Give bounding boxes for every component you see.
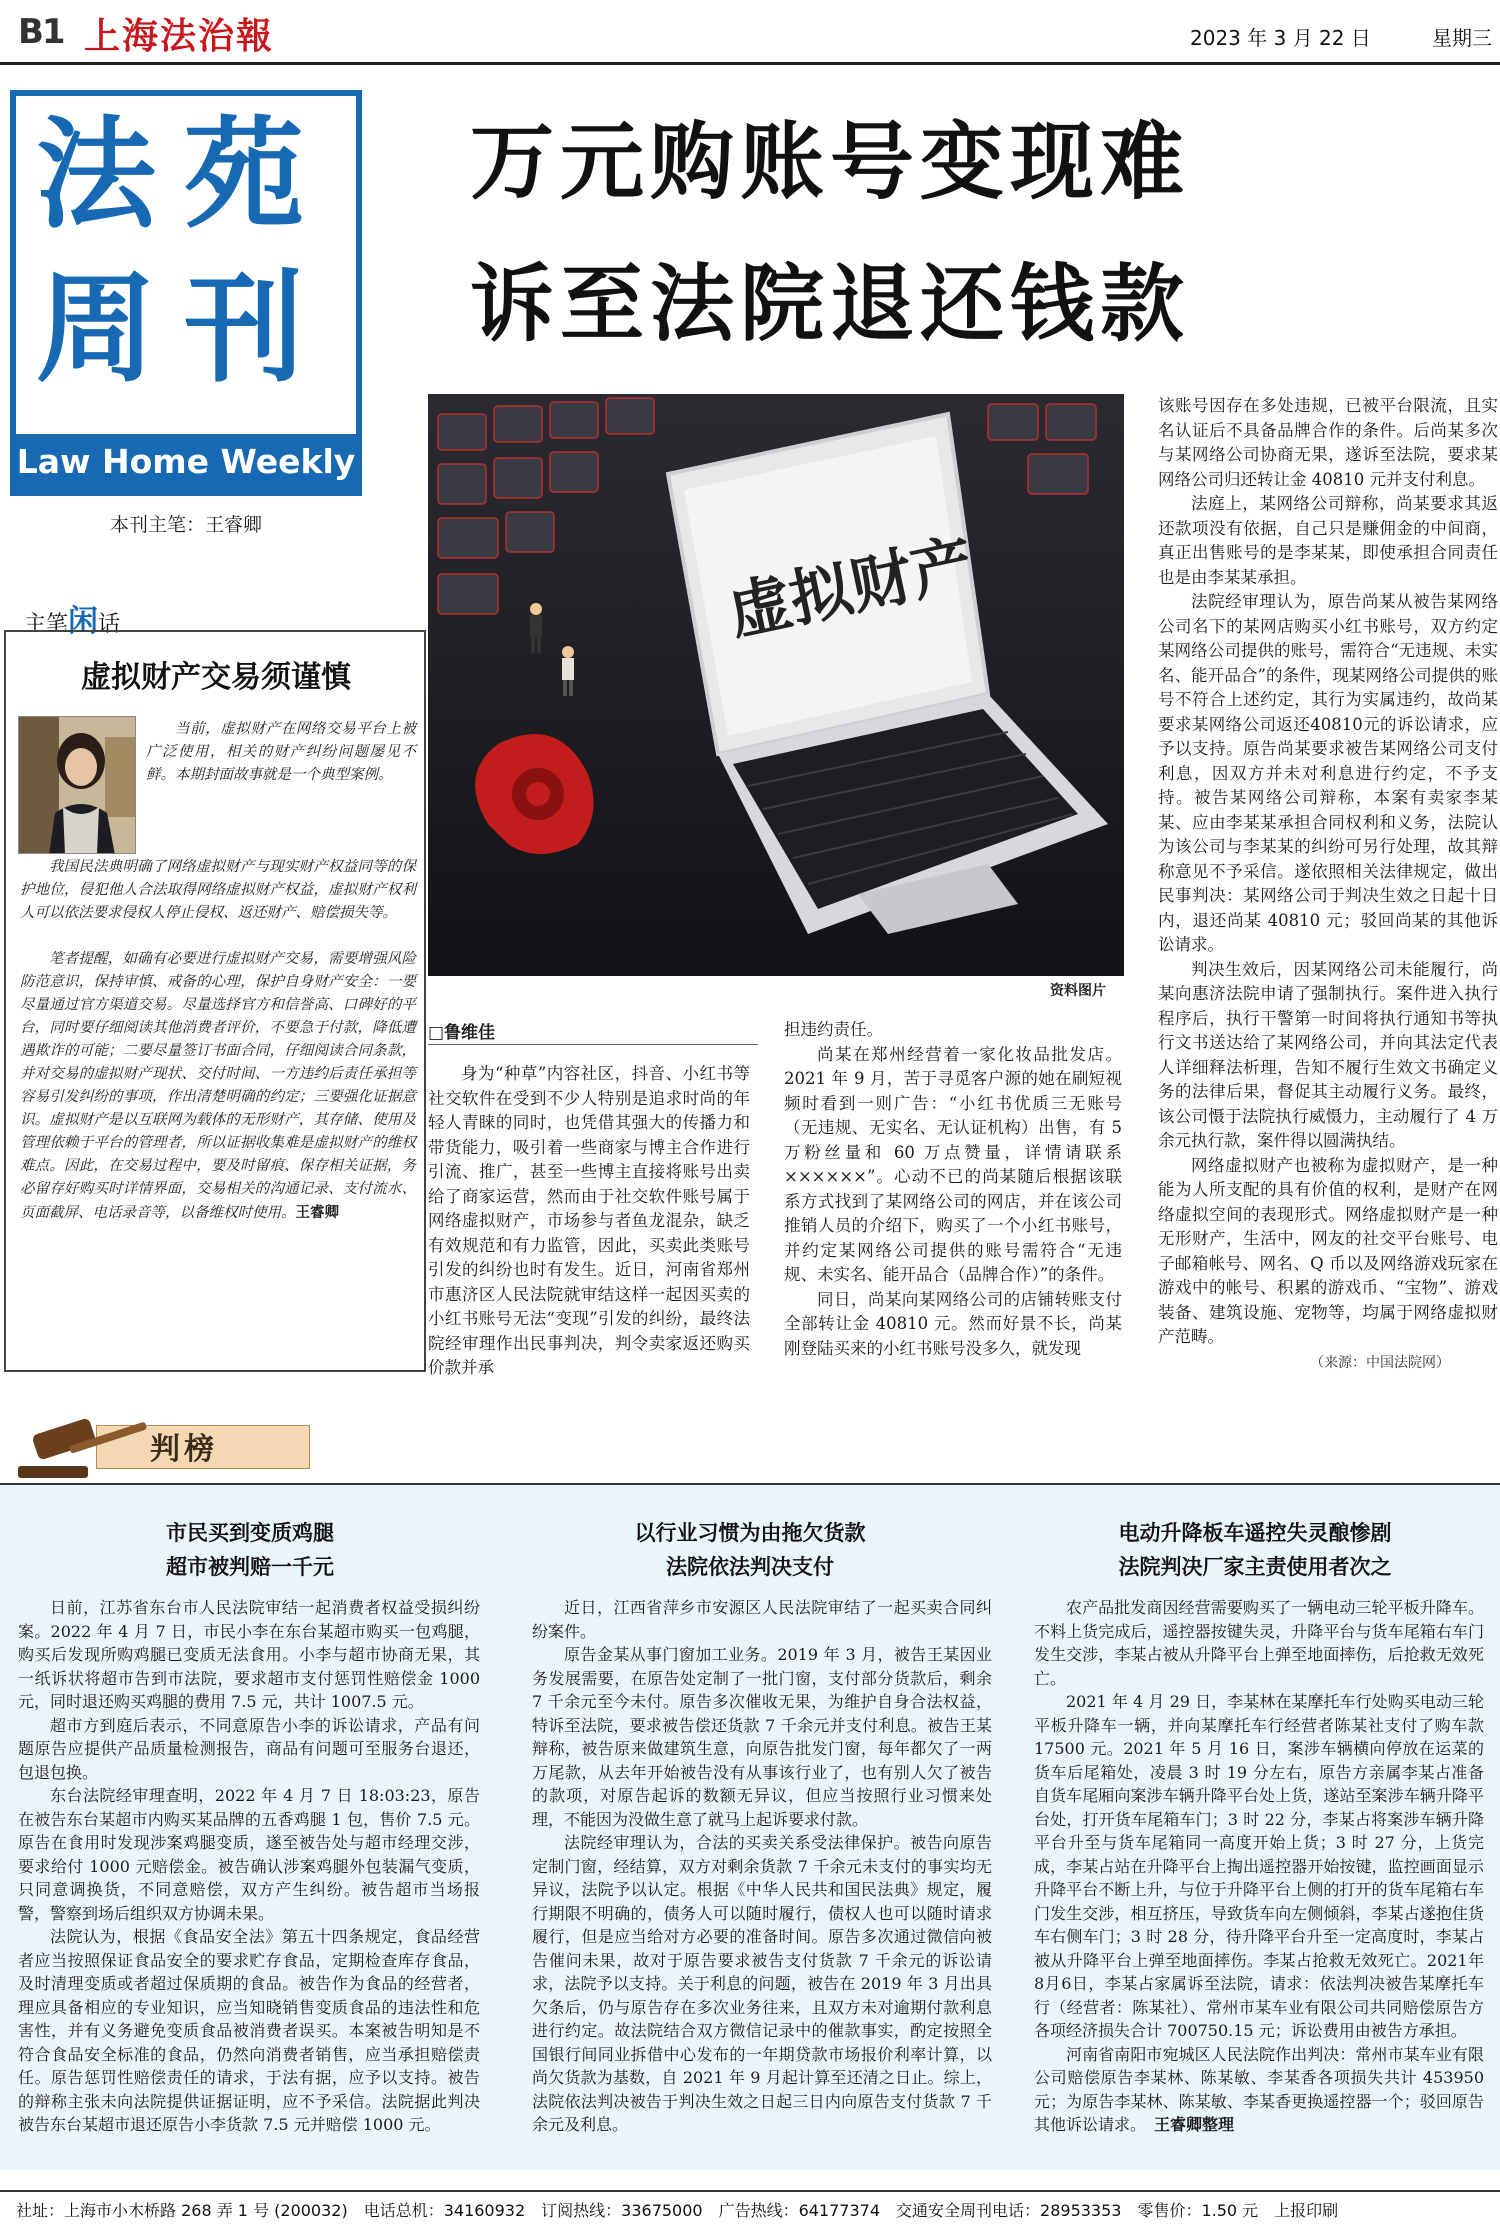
editorial-author: 王睿卿 (295, 1204, 339, 1221)
case-paragraph: 近日，江西省萍乡市安源区人民法院审结了一起买卖合同纠纷案件。 (532, 1598, 992, 1641)
case-paragraph: 东台法院经审理查明，2022 年 4 月 7 日 18:03:23，原告在被告东台某超市内购买某品牌的五香鸡腿 1 包，售价 7.5 元。原告在食用时发现涉案鸡腿变质，遂至被告处与超市经理交涉，要求给付 1000 元赔偿金。被告确认涉案鸡腿外包装漏气变质，只同意调换货，不同意赔偿，双方产生纠纷。被告超市当场报警，警察到场后组织双方协调未果。 (18, 1786, 480, 1923)
editorial-title: 虚拟财产交易须谨慎 (81, 660, 351, 695)
editorial-label-highlight: 闲 (68, 604, 99, 639)
issue-weekday: 星期三 (1432, 26, 1492, 50)
laptop-illustration (428, 394, 1124, 976)
article-paragraph: 法庭上，某网络公司辩称，尚某要求其返还款项没有依据，自己只是赚佣金的中间商，真正出售账号的是李某某，即使承担合同责任也是由李某某承担。 (1158, 494, 1498, 587)
laptop-screen-text: 虚拟财产 (722, 526, 981, 650)
case-paragraph-text: 河南省南阳市宛城区人民法院作出判决：常州市某车业有限公司赔偿原告李某林、陈某敏、李某香各项损失共计 453950 元；为原告李某林、陈某敏、李某香更换遥控器一个；驳回原告其他诉讼请求。 (1034, 2044, 1484, 2134)
article-paragraph: 法院经审理认为，原告尚某从被告某网络公司名下的某网店购买小红书账号，双方约定某网络公司提供的账号，需符合“无违规、未实名、能开品合”的条件，现某网络公司提供的账号不符合上述约定，其行为实属违约，故尚某要求某网络公司返还40810元的诉讼请求，应予以支持。原告尚某要求被告某网络公司支付利息，因双方并未对利息进行约定，不予支持。被告某网络公司辩称，本案有卖家李某某、应由李某某承担合同权利和义务，法院认为该公司与李某某的纠纷可另行处理，故其辩称意见不予采信。遂依照相关法律规定，做出民事判决：某网络公司于判决生效之日起十日内，退还尚某 40810 元；驳回尚某的其他诉讼请求。 (1158, 592, 1498, 954)
article-paragraph: 身为“种草”内容社区，抖音、小红书等社交软件在受到不少人特别是追求时尚的年轻人青睐的同时，也凭借其强大的传播力和带货能力，吸引着一些商家与博主合作进行引流、推广，甚至一些博主直接将账号出卖给了商家运营，然而由于社交软件账号属于网络虚拟财产，市场参与者鱼龙混杂，缺乏有效规范和有力监管，因此，买卖此类账号引发的纠纷也时有发生。近日，河南省郑州市惠济区人民法院就审结这样一起因买卖的小红书账号无法“变现”引发的纠纷，最终法院经审理作出民事判决，判令卖家返还购买价款并承 (428, 1064, 750, 1377)
article-source: （来源：中国法院网） (1310, 1355, 1450, 1371)
article-paragraph: 同日，尚某向某网络公司的店铺转账支付全部转让金 40810 元。然而好景不长，尚某刚登陆买来的小红书账号没多久，就发现 (784, 1289, 1122, 1358)
image-credit: 资料图片 (1050, 983, 1106, 999)
article-column-1 (428, 1062, 750, 1381)
paper-logo: 上海法治報 (84, 15, 275, 57)
case3-title-line2: 法院判决厂家主责使用者次之 (1118, 1555, 1392, 1579)
case-paragraph: 日前，江苏省东台市人民法院审结一起消费者权益受损纠纷案。2022 年 4 月 7 日，市民小李在东台某超市购买一包鸡腿，购买后发现所购鸡腿已变质无法食用。小李与超市协商无果，其一纸诉状将超市告到市法院，要求超市支付惩罚性赔偿金 1000 元，同时退还购买鸡腿的费用 7.5 元，共计 1007.5 元。 (18, 1598, 480, 1711)
author-photo (18, 716, 136, 854)
ruling-divider (0, 1483, 1500, 1485)
case-paragraph: 法院经审理认为，合法的买卖关系受法律保护。被告向原告定制门窗，经结算，双方对剩余货款 7 千余元未支付的事实均无异议，法院予以认定。根据《中华人民共和国民法典》规定，履行期限不明确的，债务人可以随时履行，债权人也可以随时请求履行，但是应当给对方必要的准备时间。原告多次通过微信向被告催问未果，故对于原告要求被告支付货款 7 千余元的诉讼请求，法院予以支持。关于利息的问题，被告在 2019 年 3 月出具欠条后，仍与原告存在多次业务往来，且双方未对逾期付款利息进行约定。故法院结合双方微信记录中的催款事实，酌定按照全国银行间同业拆借中心发布的一年期贷款市场报价利率计算，以尚欠货款为基数，自 2021 年 9 月起计算至还清之日止。综上，法院依法判决被告于判决生效之日起三日内向原告支付货款 7 千余元及利息。 (532, 1833, 992, 2134)
page-code: B1 (18, 12, 64, 52)
article-continued-text: 担违约责任。 (784, 1020, 883, 1039)
case3-title-line1: 电动升降板车遥控失灵酿惨剧 (1118, 1521, 1392, 1545)
editorial-paragraph-3-text: 笔者提醒，如确有必要进行虚拟财产交易，需要增强风险防范意识，保持审慎、戒备的心理，保护自身财产安全：一要尽量通过官方渠道交易。尽量选择官方和信誉高、口碑好的平台，同时要仔细阅读其他消费者评价，不要急于付款，降低遭遇欺诈的可能；二要尽量签订书面合同，仔细阅读合同条款，并对交易的虚拟财产现状、交付时间、一方违约后责任承担等容易引发纠纷的事项，作出清楚明确的约定；三要强化证据意识。虚拟财产是以互联网为载体的无形财产，其存储、使用及管理依赖于平台的管理者，所以证据收集难是虚拟财产的维权难点。因此，在交易过程中，要及时留痕、保存相关证据，务必留存好购买时详情界面，交易相关的沟通记录、支付流水、页面截屏、电话录音等，以备维权时使用。 (20, 951, 416, 1221)
case1-title-line2: 超市被判赔一千元 (166, 1555, 334, 1579)
article-column-3 (1158, 394, 1498, 1350)
case-paragraph: 超市方到庭后表示，不同意原告小李的诉讼请求，产品有问题原告应提供产品质量检测报告，商品有问题可至服务台退还，包退包换。 (18, 1715, 480, 1782)
article-paragraph: 判决生效后，因某网络公司未能履行，尚某向惠济法院申请了强制执行。案件进入执行程序后，执行干警第一时间将执行通知书等执行文书送达给了某网络公司，并向其法定代表人详细释法析理，告知不履行生效文书确定义务的法律后果，督促其主动履行义务。最终，该公司慑于法院执行威慑力，主动履行了 4 万余元执行款，案件得以圆满执结。 (1158, 959, 1498, 1150)
headline-line1: 万元购账号变现难 (470, 112, 1191, 211)
editorial-label-suffix: 话 (98, 612, 121, 637)
case2-title-line1: 以行业习惯为由拖欠货款 (634, 1521, 866, 1545)
chief-editor: 本刊主笔：王睿卿 (110, 514, 263, 536)
brand-english-title: Law Home Weekly (16, 434, 356, 490)
case1-title (20, 1516, 480, 1584)
editorial-paragraph-1: 当前，虚拟财产在网络交易平台上被广泛使用，相关的财产纠纷问题屡见不鲜。本期封面故事就是一个典型案例。 (146, 721, 416, 783)
article-paragraph: 网络虚拟财产也被称为虚拟财产，是一种能为人所支配的具有价值的权利，是财产在网络虚拟空间的表现形式。网络虚拟财产是一种无形财产，生活中，网友的社交平台账号、电子邮箱帐号、网名、Q 币以及网络游戏玩家在游戏中的帐号、积累的游戏币、“宝物”、游戏装备、建筑设施、宠物等，均属于网络虚拟财产范畴。 (1158, 1155, 1498, 1346)
brand-title-line1: 法苑 (36, 106, 332, 245)
case-paragraph: 农产品批发商因经营需要购买了一辆电动三轮平板升降车。不料上货完成后，遥控器按键失灵，升降平台与货车尾箱右车门发生交涉，李某占被从升降平台上弹至地面摔伤，后抢救无效死亡。 (1034, 1598, 1484, 1688)
editorial-paragraph-2: 我国民法典明确了网络虚拟财产与现实财产权益同等的保护地位，侵犯他人合法取得网络虚拟财产权益，虚拟财产权利人可以依法要求侵权人停止侵权、返还财产、赔偿损失等。 (20, 859, 416, 921)
case-paragraph: 法院认为，根据《食品安全法》第五十四条规定，食品经营者应当按照保证食品安全的要求贮存食品，定期检查库存食品，及时清理变质或者超过保质期的食品。被告作为食品的经营者，理应具备相应的专业知识，应当知晓销售变质食品的违法性和危害性，并有义务避免变质食品被消费者误买。本案被告明知是不符合食品安全标准的食品，仍然向消费者销售，应当承担赔偿责任。原告惩罚性赔偿责任的请求，于法有据，应予以支持。被告的辩称主张未向法院提供证据证明，应不予采信。法院据此判决被告东台某超市退还原告小李货款 7.5 元并赔偿 1000 元。 (18, 1927, 480, 2134)
brand-title-line2: 周刊 (36, 260, 332, 399)
ruling-tag: 判榜 (150, 1432, 218, 1467)
feature-image (428, 394, 1124, 976)
masthead (0, 0, 1500, 62)
article-continued-text: 该账号因存在多处违规，已被平台限流，且实名认证后不具备品牌合作的条件。后尚某多次与某网络公司协商无果，遂诉至法院，要求某网络公司归还转让金 40810 元并支付利息。 (1158, 396, 1498, 489)
column-brand-box (10, 90, 362, 496)
article-byline: □鲁维佳 (428, 1023, 496, 1043)
case1-body (18, 1596, 480, 2137)
case-paragraph (1034, 2043, 1484, 2137)
editorial-paragraph-3 (20, 948, 416, 1225)
case2-body (532, 1596, 992, 2137)
case2-title (520, 1516, 980, 1584)
case-paragraph: 2021 年 4 月 29 日，李某林在某摩托车行处购买电动三轮平板升降车一辆，并向某摩托车行经营者陈某社支付了购车款 17500 元。2021 年 5 月 16 日，案涉车辆横向停放在运菜的货车后尾箱处，凌晨 3 时 19 分左右，原告方亲属李某占准备自货车尾厢向案涉车辆升降平台处上货，遂站至案涉车辆升降平台处，打开货车尾箱车门；3 时 22 分，李某占将案涉车辆升降平台升至与货车尾箱同一高度开始上货；3 时 27 分，上货完成，李某占站在升降平台上掏出遥控器开始按键，监控画面显示升降平台不断上升，与位于升降平台上侧的打开的货车尾箱右车门发生交涉，相互挤压，导致货车向左侧倾斜，李某占遂抱住货车右侧车门；3 时 28 分，待升降平台升至一定高度时，李某占被从升降平台上弹至地面摔伤。李某占抢救无效死亡。2021年8月6日，李某占家属诉至法院，请求：依法判决被告某摩托车行（经营者：陈某社）、常州市某车业有限公司共同赔偿原告方各项经济损失合计 700750.15 元；诉讼费用由被告方承担。 (1034, 1692, 1484, 2040)
case3-author: 王睿卿整理 (1154, 2115, 1235, 2134)
editorial-box (4, 630, 426, 1372)
case-paragraph: 原告金某从事门窗加工业务。2019 年 3 月，被告王某因业务发展需要，在原告处定制了一批门窗，支付部分货款后，剩余 7 千余元至今未付。原告多次催收无果，为维护自身合法权益，特诉至法院，要求被告偿还货款 7 千余元并支付利息。被告王某辩称，被告原来做建筑生意，向原告批发门窗，每年都欠了一两万尾款，从去年开始被告没有从事该行业了，也有别人欠了被告的款项，对原告起诉的数额无异议，但应当按照行业习惯来处理，不能因为没做生意了就马上起诉要求付款。 (532, 1645, 992, 1829)
headline-line2: 诉至法院退还钱款 (470, 254, 1191, 353)
masthead-divider (0, 62, 1500, 65)
article-paragraph: 尚某在郑州经营着一家化妆品批发店。2021 年 9 月，苦于寻觅客户源的她在刷短视频时看到一则广告：“小红书优质三无账号（无违规、无实名、无认证机构）出售，有 5 万粉丝量和 60 万点赞量，详情请联系××××××”。心动不已的尚某随后根据该联系方式找到了某网络公司的网店，并在该公司推销人员的介绍下，购买了一个小红书账号，并约定某网络公司提供的账号需符合“无违规、未实名、能开品合（品牌合作）”的条件。 (784, 1044, 1122, 1284)
footer-contact-info: 社址：上海市小木桥路 268 弄 1 号 (200032) 电话总机：34160932 订阅热线：33675000 广告热线：64177374 交通安全周刊电话：28953353 零售价：1.50 元 上报印刷 (16, 2201, 1339, 2220)
issue-date: 2023 年 3 月 22 日 (1190, 26, 1371, 50)
byline-divider (428, 1044, 758, 1045)
case1-title-line1: 市民买到变质鸡腿 (166, 1521, 334, 1545)
case3-body (1034, 1596, 1484, 2137)
editorial-label-prefix: 主笔 (24, 612, 69, 637)
article-column-2 (784, 1018, 1122, 1361)
author-portrait-image (19, 717, 136, 854)
gavel-icon (14, 1416, 154, 1482)
case3-title (1020, 1516, 1490, 1584)
case2-title-line2: 法院依法判决支付 (666, 1555, 834, 1579)
